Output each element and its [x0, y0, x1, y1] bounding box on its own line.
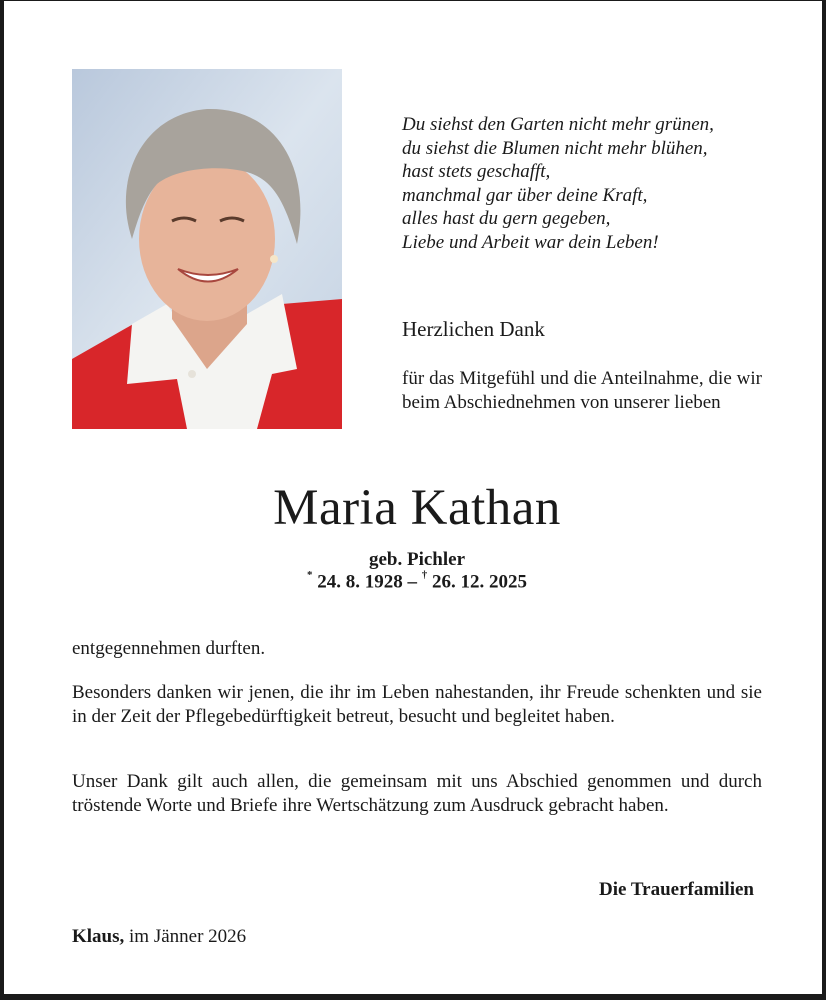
body-paragraph-1: entgegennehmen durften. — [72, 638, 266, 659]
date-separator: – — [402, 571, 422, 593]
body-paragraph-2: Besonders danken wir jenen, die ihr im Leben nahestanden, ihr Freude schenkten und sie in der Zeit der Pflegebedürftigkeit betreut, besucht und begleitet haben. — [72, 682, 762, 727]
deceased-name: Maria Kathan — [273, 480, 561, 536]
thanks-intro: für das Mitgefühl und die Anteilnahme, die wir beim Abschiednehmen von unserer lieben — [402, 368, 762, 413]
life-dates — [4, 571, 826, 593]
thanks-heading: Herzlichen Dank — [402, 317, 545, 341]
place-town: Klaus, — [72, 926, 125, 947]
poem-line: Liebe und Arbeit war dein Leben! — [402, 231, 659, 253]
body-paragraph-3: Unser Dank gilt auch allen, die gemeinsam mit uns Abschied genommen und durch tröstende Worte und Briefe ihre Wertschätzung zum Ausdruck gebracht haben. — [72, 771, 762, 816]
place-date — [72, 926, 246, 948]
place-date-text: im Jänner 2026 — [124, 926, 247, 947]
blouse-button — [188, 370, 196, 378]
earring — [270, 255, 278, 263]
birth-symbol: * — [307, 569, 313, 581]
signature: Die Trauerfamilien — [599, 879, 754, 900]
portrait-photo-icon — [72, 69, 342, 429]
death-date: 26. 12. 2025 — [432, 571, 527, 593]
poem-line: alles hast du gern gegeben, — [402, 208, 611, 229]
birth-date: 24. 8. 1928 — [317, 571, 403, 593]
poem-line: manchmal gar über deine Kraft, — [402, 184, 648, 206]
maiden-name: geb. Pichler — [368, 549, 466, 570]
poem-line: du siehst die Blumen nicht mehr blühen, — [402, 137, 708, 159]
poem-line: Du siehst den Garten nicht mehr grünen, — [402, 114, 714, 135]
poem — [402, 113, 782, 254]
poem-line: hast stets geschafft, — [402, 161, 551, 182]
death-symbol: † — [421, 569, 428, 581]
portrait-photo — [72, 69, 342, 429]
